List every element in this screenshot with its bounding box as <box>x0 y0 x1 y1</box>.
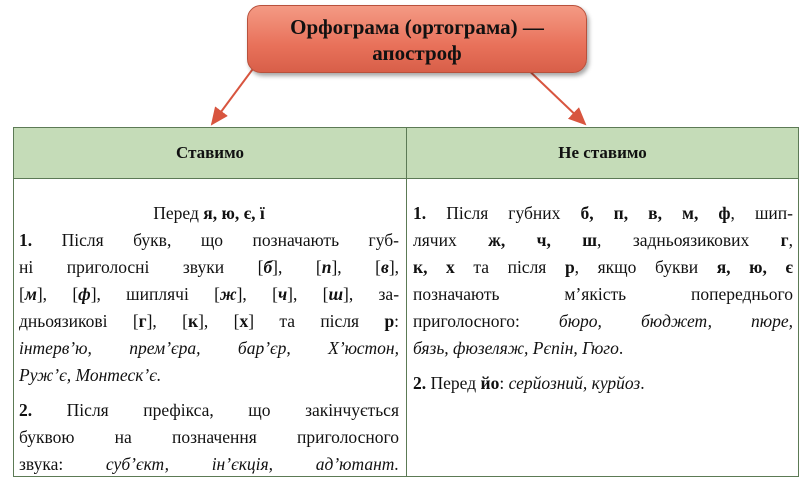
title-box <box>247 5 587 73</box>
left-rule-2-line-1: 2. Після префікса, що закінчується <box>19 400 399 420</box>
left-rule-1-line-2: ні приголосні звуки [б], [п], [в], <box>19 257 400 277</box>
right-rule-1-line-3: к, х та після р, якщо букви я, ю, є <box>413 257 793 277</box>
arrow-left <box>212 62 258 124</box>
left-rule-2-line-2: буквою на позначення приголосного <box>19 427 399 447</box>
right-rule-1-line-2: лячих ж, ч, ш, задньоязикових г, <box>413 230 793 250</box>
header-stavymo: Ставимо <box>176 143 244 162</box>
right-rule-2: 2. Перед йо: серйозний, курйоз. <box>413 373 645 393</box>
left-rule-1-examples-1: інтерв’ю, прем’єра, бар’єр, Х’юстон, <box>19 338 399 358</box>
right-rule-1-line-5: приголосного: бюро, бюджет, пюре, <box>413 311 793 331</box>
right-rule-1-line-4: позначають м’якість попереднього <box>413 284 793 304</box>
column-divider <box>406 128 407 476</box>
left-rule-1-line-1: 1. Після букв, що позначають губ- <box>19 230 399 250</box>
title-line-2: апостроф <box>372 41 462 65</box>
left-rule-1-line-3: [м], [ф], шиплячі [ж], [ч], [ш], за- <box>19 284 400 304</box>
right-rule-1-line-1: 1. Після губних б, п, в, м, ф, шип- <box>413 203 793 223</box>
header-ne-stavymo: Не ставимо <box>558 143 647 162</box>
title-line-1: Орфограма (ортограма) — <box>290 15 544 39</box>
left-rule-1-examples-2: Руж’є, Монтеск’є. <box>19 365 162 385</box>
right-column <box>413 200 793 397</box>
left-column <box>19 200 399 478</box>
left-rule-2-line-3: звука: суб’єкт, ін’єкція, ад’ютант. <box>19 454 399 474</box>
left-intro: Перед я, ю, є, ї <box>153 203 265 223</box>
left-rule-1-line-4: дньоязикові [г], [к], [х] та після р: <box>19 311 400 331</box>
right-rule-1-examples: бязь, фюзеляж, Рєпін, Гюго. <box>413 338 624 358</box>
